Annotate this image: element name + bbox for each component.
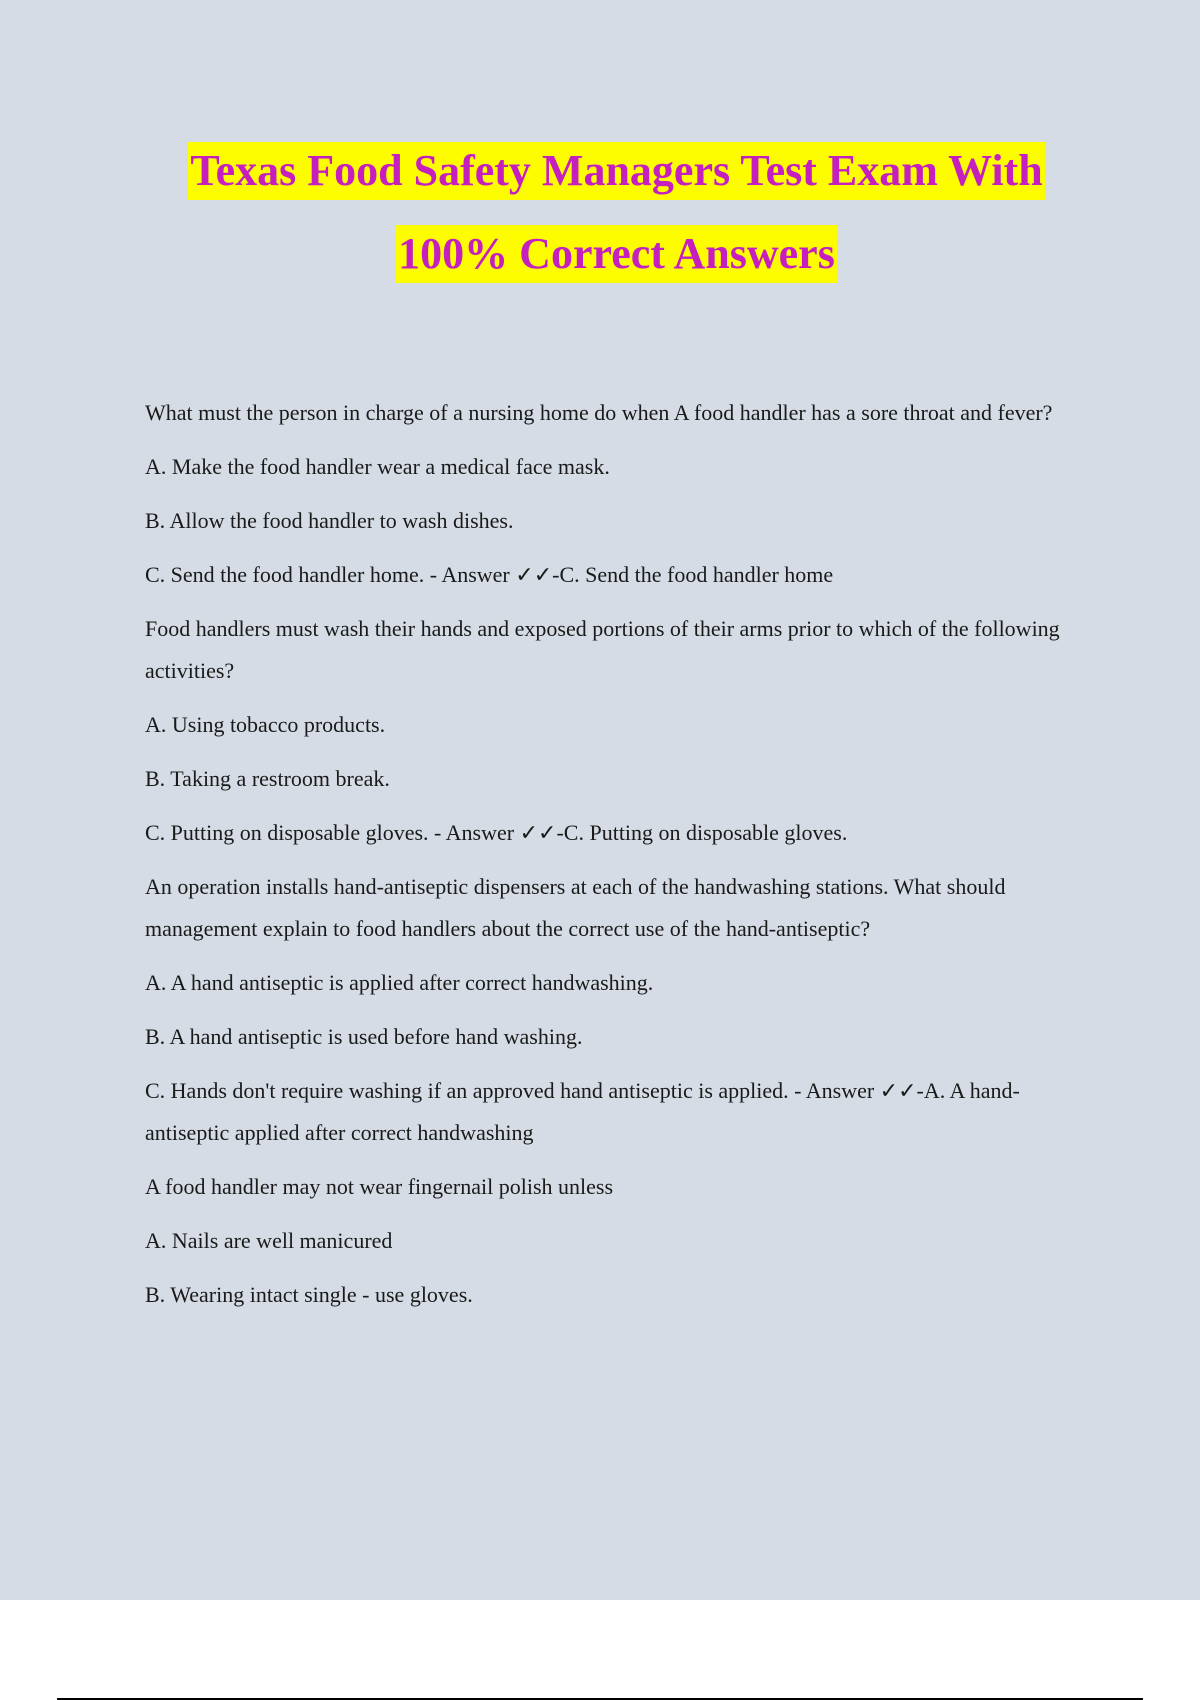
question-3-option-c-answer: C. Hands don't require washing if an approved hand antiseptic is applied. - Answer ✓✓-A. A hand-antiseptic applied after correct handwashing <box>145 1078 1020 1145</box>
title-line-1: Texas Food Safety Managers Test Exam With <box>188 142 1044 200</box>
question-4-option-a: A. Nails are well manicured <box>145 1228 393 1253</box>
title-line-2: 100% Correct Answers <box>396 225 837 283</box>
question-1-option-b: B. Allow the food handler to wash dishes. <box>145 508 514 533</box>
question-2: Food handlers must wash their hands and exposed portions of their arms prior to which of the following activities? <box>145 616 1060 683</box>
question-1: What must the person in charge of a nursing home do when A food handler has a sore throat and fever? <box>145 400 1053 425</box>
page-title <box>0 142 1200 308</box>
question-list <box>145 392 1095 1328</box>
question-3: An operation installs hand-antiseptic dispensers at each of the handwashing stations. What should management explain to food handlers about the correct use of the hand-antiseptic? <box>145 874 1006 941</box>
question-1-option-a: A. Make the food handler wear a medical face mask. <box>145 454 610 479</box>
question-4: A food handler may not wear fingernail polish unless <box>145 1174 614 1199</box>
question-1-option-c-answer: C. Send the food handler home. - Answer ✓✓-C. Send the food handler home <box>145 562 834 587</box>
question-4-option-b: B. Wearing intact single - use gloves. <box>145 1282 473 1307</box>
question-3-option-a: A. A hand antiseptic is applied after correct handwashing. <box>145 970 654 995</box>
question-2-option-b: B. Taking a restroom break. <box>145 766 390 791</box>
question-2-option-a: A. Using tobacco products. <box>145 712 386 737</box>
question-2-option-c-answer: C. Putting on disposable gloves. - Answer ✓✓-C. Putting on disposable gloves. <box>145 820 848 845</box>
question-3-option-b: B. A hand antiseptic is used before hand washing. <box>145 1024 583 1049</box>
